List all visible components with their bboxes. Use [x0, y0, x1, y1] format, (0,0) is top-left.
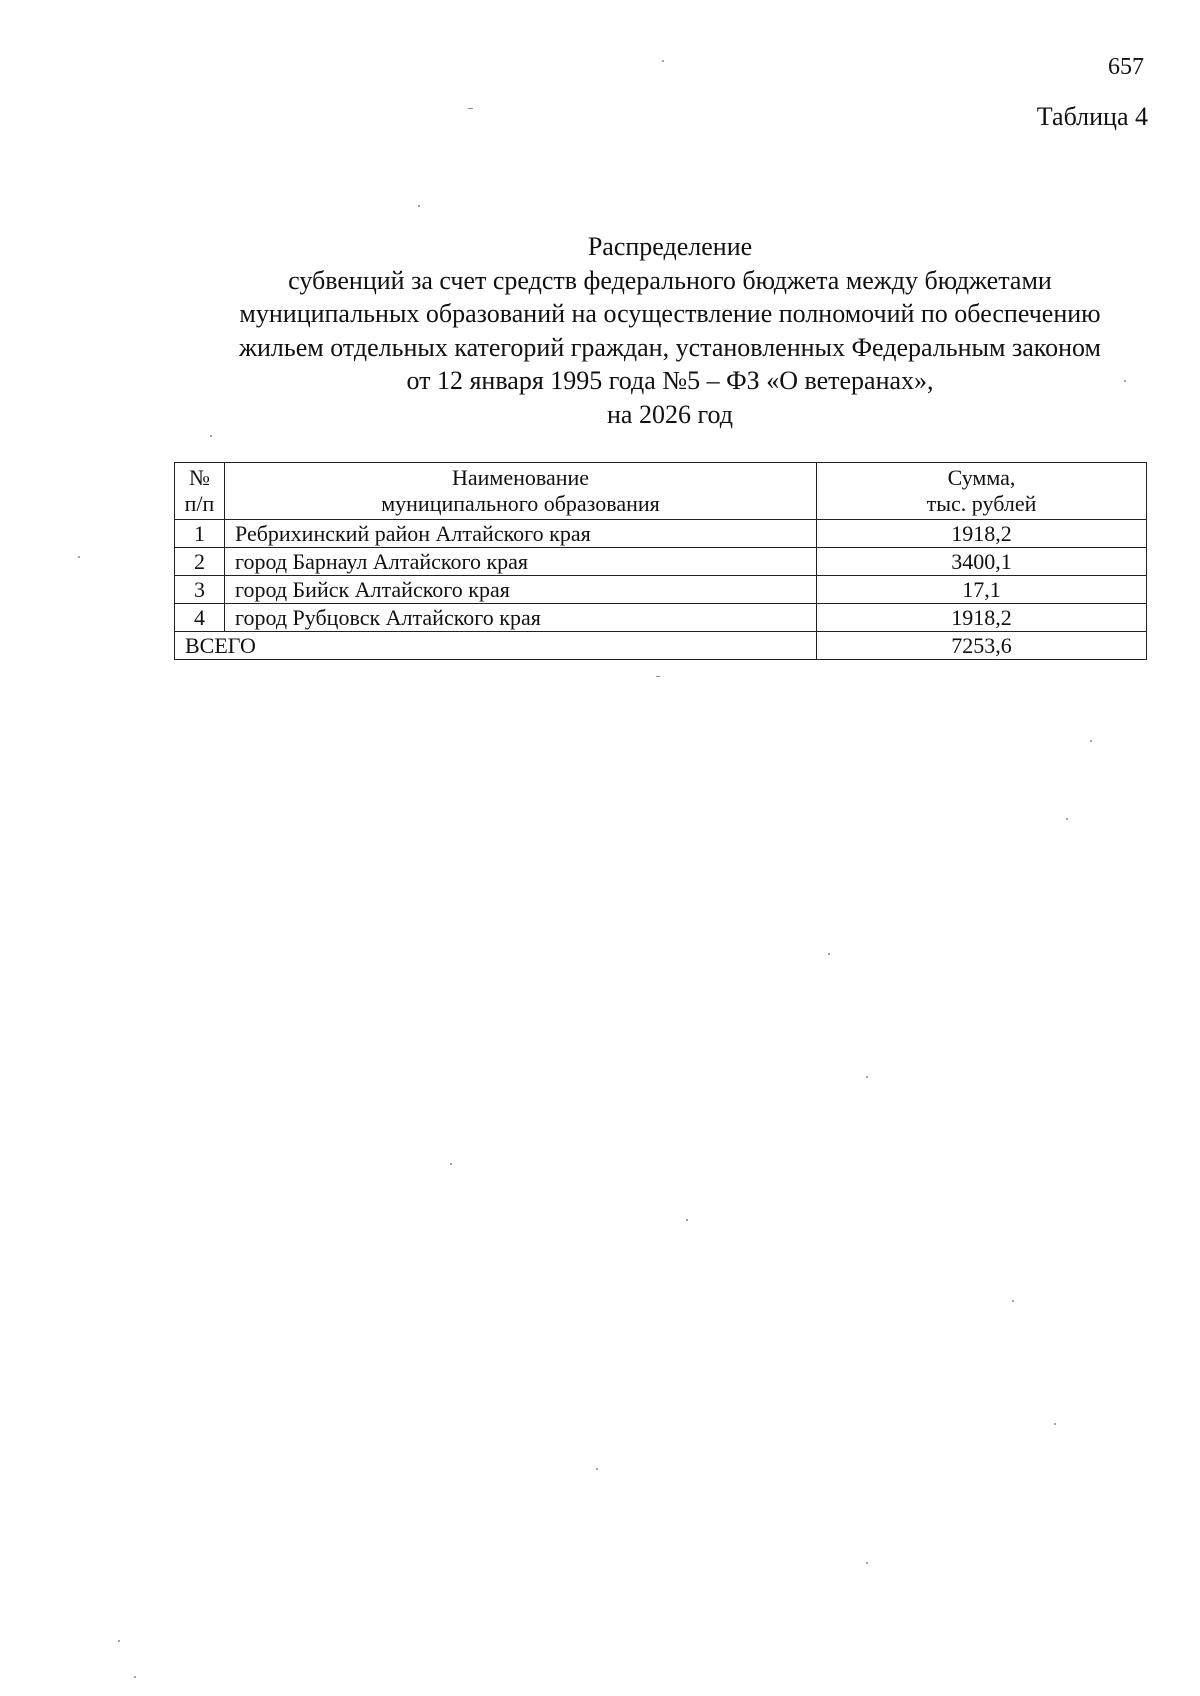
scan-speck — [866, 1076, 868, 1078]
row-number: 2 — [175, 548, 225, 576]
header-num-line: п/п — [184, 491, 215, 516]
page-number: 657 — [1108, 54, 1144, 80]
total-sum: 7253,6 — [817, 632, 1147, 660]
scan-speck — [1090, 740, 1092, 742]
scan-speck — [418, 205, 420, 207]
row-municipality: город Рубцовск Алтайского края — [225, 604, 817, 632]
header-name-line: Наименование — [451, 465, 590, 490]
scan-speck — [596, 1468, 598, 1470]
scan-speck — [78, 556, 80, 558]
total-row — [175, 632, 1147, 660]
scan-speck — [450, 1163, 452, 1165]
scan-speck — [1054, 1423, 1056, 1425]
row-number: 3 — [175, 576, 225, 604]
total-label: ВСЕГО — [175, 632, 817, 660]
header-name-line: муниципального образования — [381, 491, 660, 516]
scan-speck — [1012, 1300, 1014, 1302]
row-sum: 17,1 — [817, 576, 1147, 604]
header-sum-line: Сумма, — [947, 465, 1016, 490]
scan-speck — [1124, 380, 1126, 382]
scan-speck — [656, 676, 660, 677]
table-row — [175, 576, 1147, 604]
row-municipality: город Бийск Алтайского края — [225, 576, 817, 604]
scan-speck — [1066, 818, 1068, 820]
table-row — [175, 604, 1147, 632]
title-line: субвенций за счет средств федерального бюджета между бюджетами — [288, 265, 1052, 295]
header-num-line: № — [189, 465, 210, 490]
title-line: от 12 января 1995 года №5 – ФЗ «О ветеранах», — [406, 366, 934, 395]
title-line: муниципальных образований на осуществление полномочий по обеспечению — [239, 299, 1101, 328]
scan-speck — [118, 1640, 120, 1642]
row-municipality: Ребрихинский район Алтайского края — [225, 520, 817, 548]
table-row — [175, 520, 1147, 548]
title-line: на 2026 год — [607, 399, 733, 429]
row-sum: 1918,2 — [817, 520, 1147, 548]
row-sum: 3400,1 — [817, 548, 1147, 576]
row-number: 1 — [175, 520, 225, 548]
title-line: жильем отдельных категорий граждан, установленных Федеральным законом — [239, 332, 1101, 362]
distribution-table — [174, 462, 1147, 660]
scan-speck — [134, 1676, 136, 1678]
row-municipality: город Барнаул Алтайского края — [225, 548, 817, 576]
row-sum: 1918,2 — [817, 604, 1147, 632]
table-header-row — [175, 463, 1147, 520]
scan-speck — [686, 1219, 688, 1221]
table-row — [175, 548, 1147, 576]
scan-speck — [866, 1562, 868, 1564]
header-sum-line: тыс. рублей — [926, 491, 1037, 516]
scan-speck — [210, 435, 212, 437]
title-line: Распределение — [587, 232, 753, 261]
scan-speck — [468, 108, 473, 109]
document-title — [170, 230, 1170, 431]
scan-speck — [828, 953, 830, 955]
header-num — [175, 463, 225, 520]
scan-speck — [662, 60, 664, 62]
header-sum — [817, 463, 1147, 520]
row-number: 4 — [175, 604, 225, 632]
header-name — [225, 463, 817, 520]
table-label: Таблица 4 — [1036, 102, 1148, 131]
